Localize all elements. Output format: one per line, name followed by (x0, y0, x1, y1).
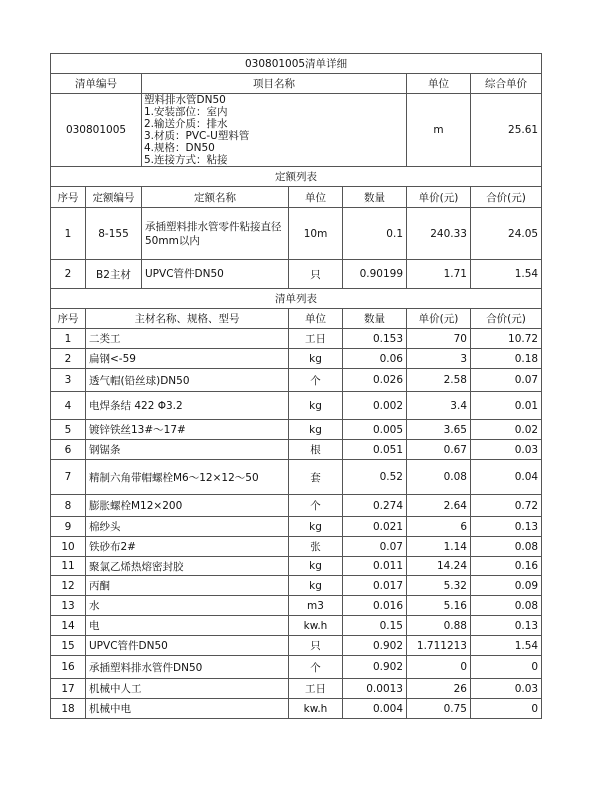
item-description-line: 3.材质：PVC-U塑料管 (144, 130, 250, 142)
material-unit: 根 (289, 440, 343, 460)
quota-row (51, 208, 542, 260)
material-total: 0.13 (471, 616, 542, 636)
item-unit: m (407, 94, 471, 167)
material-total: 1.54 (471, 636, 542, 656)
material-seq: 3 (51, 369, 86, 392)
material-unit: kg (289, 349, 343, 369)
quota-row (51, 260, 542, 289)
col-header-unit-price: 单价(元) (407, 187, 471, 208)
name-header: 项目名称 (142, 74, 407, 94)
material-unit: kg (289, 557, 343, 576)
material-unit-price: 2.64 (407, 495, 471, 517)
quota-qty: 0.1 (343, 208, 407, 260)
material-total: 0.08 (471, 537, 542, 557)
item-description-line: 4.规格：DN50 (144, 142, 215, 154)
material-name: 电焊条结 422 Φ3.2 (86, 392, 289, 420)
material-total: 0.03 (471, 440, 542, 460)
material-unit-price: 5.16 (407, 596, 471, 616)
quota-unit: 10m (289, 208, 343, 260)
material-unit-price: 2.58 (407, 369, 471, 392)
material-name: 聚氯乙烯热熔密封胶 (86, 557, 289, 576)
material-name: 水 (86, 596, 289, 616)
material-total: 0.18 (471, 349, 542, 369)
material-qty: 0.026 (343, 369, 407, 392)
material-row (51, 636, 542, 656)
material-row (51, 392, 542, 420)
col-header-unit: 单位 (289, 309, 343, 329)
material-row (51, 517, 542, 537)
material-unit: 个 (289, 495, 343, 517)
bill-detail-table (50, 53, 542, 719)
col-header-total: 合价(元) (471, 187, 542, 208)
item-description-line: 塑料排水管DN50 (144, 94, 226, 106)
quota-seq: 2 (51, 260, 86, 289)
quota-seq: 1 (51, 208, 86, 260)
material-unit-price: 1.711213 (407, 636, 471, 656)
material-name: 机械中人工 (86, 679, 289, 699)
material-seq: 4 (51, 392, 86, 420)
material-qty: 0.021 (343, 517, 407, 537)
material-unit-price: 3.65 (407, 420, 471, 440)
material-qty: 0.07 (343, 537, 407, 557)
material-unit: 个 (289, 369, 343, 392)
quota-name: UPVC管件DN50 (142, 260, 289, 289)
material-unit: kg (289, 576, 343, 596)
material-qty: 0.0013 (343, 679, 407, 699)
material-row (51, 537, 542, 557)
material-seq: 15 (51, 636, 86, 656)
material-seq: 7 (51, 460, 86, 495)
col-header-seq: 序号 (51, 309, 86, 329)
material-total: 0.09 (471, 576, 542, 596)
material-unit-price: 0.88 (407, 616, 471, 636)
material-row (51, 440, 542, 460)
material-section-title: 清单列表 (51, 289, 542, 309)
material-row (51, 495, 542, 517)
material-total: 0.03 (471, 679, 542, 699)
material-row (51, 596, 542, 616)
material-qty: 0.005 (343, 420, 407, 440)
material-qty: 0.004 (343, 699, 407, 719)
material-total: 0.07 (471, 369, 542, 392)
col-header-quota-code: 定额编号 (86, 187, 142, 208)
quota-section-title: 定额列表 (51, 167, 542, 187)
item-description (142, 94, 407, 167)
material-name: 二类工 (86, 329, 289, 349)
material-qty: 0.016 (343, 596, 407, 616)
material-total: 10.72 (471, 329, 542, 349)
material-name: 铁砂布2# (86, 537, 289, 557)
material-seq: 5 (51, 420, 86, 440)
item-description-line: 5.连接方式：粘接 (144, 154, 228, 166)
material-qty: 0.051 (343, 440, 407, 460)
material-unit-price: 6 (407, 517, 471, 537)
material-qty: 0.15 (343, 616, 407, 636)
material-unit-price: 3.4 (407, 392, 471, 420)
col-header-unit-price: 单价(元) (407, 309, 471, 329)
material-unit-price: 0.75 (407, 699, 471, 719)
material-unit-price: 3 (407, 349, 471, 369)
material-row (51, 420, 542, 440)
quota-total: 24.05 (471, 208, 542, 260)
quota-total: 1.54 (471, 260, 542, 289)
material-row (51, 576, 542, 596)
material-seq: 14 (51, 616, 86, 636)
material-qty: 0.902 (343, 636, 407, 656)
unit-header: 单位 (407, 74, 471, 94)
material-total: 0.16 (471, 557, 542, 576)
material-seq: 18 (51, 699, 86, 719)
material-seq: 8 (51, 495, 86, 517)
material-qty: 0.52 (343, 460, 407, 495)
material-unit: 张 (289, 537, 343, 557)
material-qty: 0.017 (343, 576, 407, 596)
material-row (51, 557, 542, 576)
material-seq: 9 (51, 517, 86, 537)
col-header-total: 合价(元) (471, 309, 542, 329)
quota-qty: 0.90199 (343, 260, 407, 289)
material-total: 0.04 (471, 460, 542, 495)
material-qty: 0.274 (343, 495, 407, 517)
item-price: 25.61 (471, 94, 542, 167)
material-qty: 0.153 (343, 329, 407, 349)
material-name: 膨胀螺栓M12×200 (86, 495, 289, 517)
material-name: 机械中电 (86, 699, 289, 719)
material-unit: 只 (289, 636, 343, 656)
price-header: 综合单价 (471, 74, 542, 94)
material-name: 镀锌铁丝13#～17# (86, 420, 289, 440)
material-unit-price: 0 (407, 656, 471, 679)
material-seq: 10 (51, 537, 86, 557)
col-header-material-name: 主材名称、规格、型号 (86, 309, 289, 329)
material-total: 0.72 (471, 495, 542, 517)
material-unit: kg (289, 420, 343, 440)
material-total: 0.01 (471, 392, 542, 420)
material-seq: 1 (51, 329, 86, 349)
material-name: 精制六角带帽螺栓M6～12×12～50 (86, 460, 289, 495)
col-header-unit: 单位 (289, 187, 343, 208)
material-total: 0.02 (471, 420, 542, 440)
material-row (51, 656, 542, 679)
material-unit: 个 (289, 656, 343, 679)
material-row (51, 679, 542, 699)
material-unit-price: 0.67 (407, 440, 471, 460)
material-unit-price: 0.08 (407, 460, 471, 495)
material-unit-price: 26 (407, 679, 471, 699)
col-header-seq: 序号 (51, 187, 86, 208)
material-unit: kg (289, 517, 343, 537)
material-seq: 2 (51, 349, 86, 369)
material-seq: 13 (51, 596, 86, 616)
material-row (51, 616, 542, 636)
col-header-quota-name: 定额名称 (142, 187, 289, 208)
code-header: 清单编号 (51, 74, 142, 94)
material-name: 透气帽(铅丝球)DN50 (86, 369, 289, 392)
material-unit: 工日 (289, 329, 343, 349)
quota-unit-price: 1.71 (407, 260, 471, 289)
item-description-line: 2.输送介质：排水 (144, 118, 228, 130)
material-seq: 16 (51, 656, 86, 679)
material-unit: kw.h (289, 699, 343, 719)
material-qty: 0.011 (343, 557, 407, 576)
item-description-line: 1.安装部位：室内 (144, 106, 228, 118)
quota-unit: 只 (289, 260, 343, 289)
material-seq: 17 (51, 679, 86, 699)
material-name: 承插塑料排水管件DN50 (86, 656, 289, 679)
material-name: 棉纱头 (86, 517, 289, 537)
material-total: 0.13 (471, 517, 542, 537)
material-row (51, 349, 542, 369)
material-unit-price: 70 (407, 329, 471, 349)
quota-name: 承插塑料排水管零件粘接直径50mm以内 (142, 208, 289, 260)
material-qty: 0.002 (343, 392, 407, 420)
material-row (51, 369, 542, 392)
material-unit: m3 (289, 596, 343, 616)
quota-code: B2主材 (86, 260, 142, 289)
material-name: UPVC管件DN50 (86, 636, 289, 656)
material-name: 电 (86, 616, 289, 636)
material-unit: kg (289, 392, 343, 420)
material-total: 0.08 (471, 596, 542, 616)
material-name: 扁钢<-59 (86, 349, 289, 369)
material-row (51, 460, 542, 495)
col-header-qty: 数量 (343, 187, 407, 208)
material-unit: 工日 (289, 679, 343, 699)
page-title: 030801005清单详细 (51, 54, 542, 74)
material-name: 钢锯条 (86, 440, 289, 460)
material-unit: 套 (289, 460, 343, 495)
material-unit-price: 14.24 (407, 557, 471, 576)
material-seq: 6 (51, 440, 86, 460)
item-code: 030801005 (51, 94, 142, 167)
material-unit: kw.h (289, 616, 343, 636)
material-seq: 11 (51, 557, 86, 576)
material-row (51, 329, 542, 349)
material-qty: 0.902 (343, 656, 407, 679)
material-total: 0 (471, 656, 542, 679)
material-seq: 12 (51, 576, 86, 596)
quota-unit-price: 240.33 (407, 208, 471, 260)
material-qty: 0.06 (343, 349, 407, 369)
material-name: 丙酮 (86, 576, 289, 596)
material-total: 0 (471, 699, 542, 719)
col-header-qty: 数量 (343, 309, 407, 329)
material-unit-price: 5.32 (407, 576, 471, 596)
quota-code: 8-155 (86, 208, 142, 260)
material-unit-price: 1.14 (407, 537, 471, 557)
material-row (51, 699, 542, 719)
